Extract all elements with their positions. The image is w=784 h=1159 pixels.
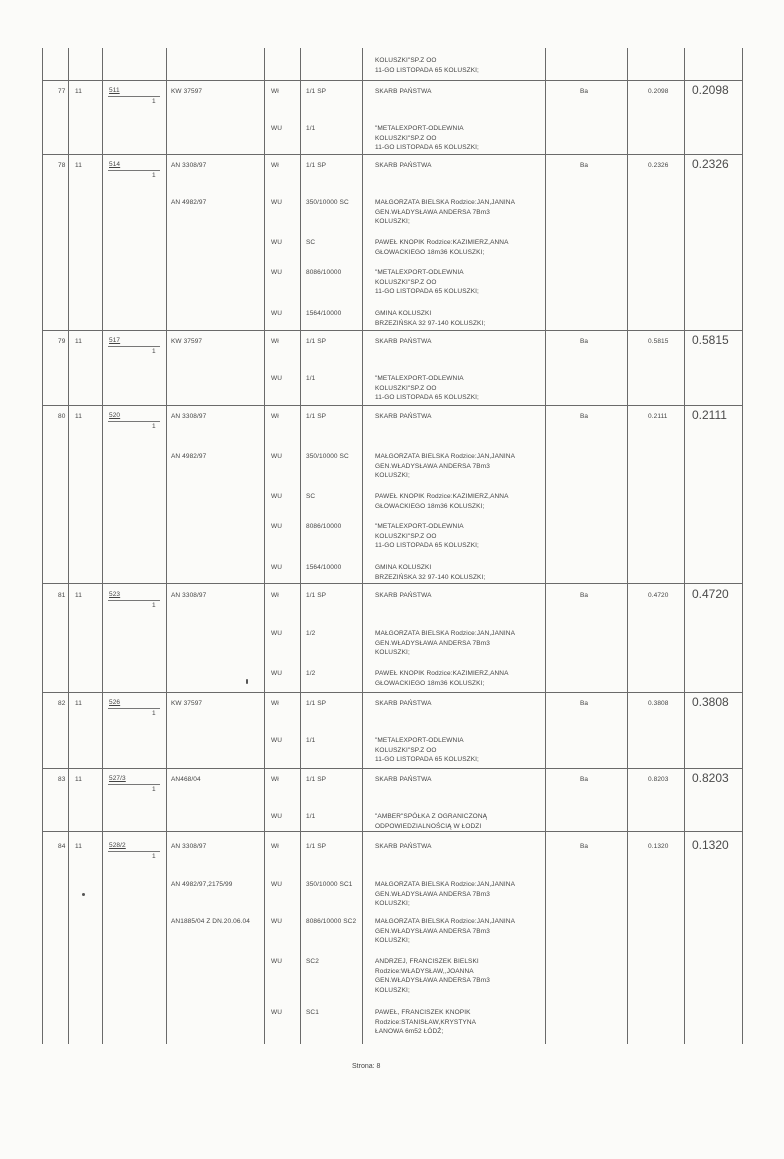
relation-type: WU — [271, 125, 283, 132]
land-register-ref: KW 37597 — [171, 88, 203, 95]
owner-line: KOLUSZKI"SP.Z OO — [375, 746, 437, 754]
precinct-number: 11 — [75, 413, 82, 420]
land-register-ref: AN1885/04 Z DN.20.06.04 — [171, 918, 250, 925]
owner-line: KOLUSZKI; — [375, 218, 410, 225]
owner-line: KOLUSZKI; — [375, 649, 410, 656]
share-fraction: 8086/10000 — [306, 269, 342, 276]
precinct-number: 11 — [75, 338, 82, 345]
owner-line: Rodzice:STANISŁAW,KRYSTYNA — [375, 1018, 477, 1026]
row-rule — [42, 405, 742, 406]
parcel-subnumber: 1 — [152, 348, 156, 355]
row-rule — [42, 692, 742, 693]
relation-type: WU — [271, 453, 283, 460]
relation-type: WU — [271, 199, 283, 206]
relation-type: WU — [271, 239, 283, 246]
share-fraction: SC — [306, 239, 316, 246]
parcel-subnumber: 1 — [152, 423, 156, 430]
precinct-number: 11 — [75, 843, 82, 850]
parcel-number: 511 — [109, 87, 120, 94]
owner-line: GŁOWACKIEGO 18m36 KOLUSZKI; — [375, 679, 485, 687]
parcel-number: 527/3 — [109, 775, 126, 782]
land-use-class: Ba — [580, 413, 589, 420]
relation-type: WU — [271, 269, 283, 276]
parcel-number: 528/2 — [109, 842, 126, 849]
share-fraction: 1/1 SP — [306, 843, 327, 850]
parcel-subnumber: 1 — [152, 710, 156, 717]
owner-line: GŁOWACKIEGO 18m36 KOLUSZKI; — [375, 502, 485, 510]
area-large: 0.8203 — [692, 771, 729, 785]
relation-type: WU — [271, 493, 283, 500]
share-fraction: 350/10000 SC — [306, 453, 349, 460]
share-fraction: 1/1 — [306, 813, 316, 820]
share-fraction: 1/1 SP — [306, 592, 327, 599]
owner-line: KOLUSZKI"SP.Z OO — [375, 278, 437, 286]
area-small: 0.3808 — [648, 700, 669, 707]
column-rule — [742, 48, 743, 1044]
parcel-subnumber: 1 — [152, 172, 156, 179]
record-number: 82 — [58, 700, 66, 707]
precinct-number: 11 — [75, 592, 82, 599]
relation-type: Wł — [271, 88, 279, 95]
relation-type: Wł — [271, 413, 279, 420]
owner-line: "METALEXPORT-ODLEWNIA — [375, 375, 464, 382]
owner-line: PAWEŁ KNOPIK Rodzice:KAZIMIERZ,ANNA — [375, 493, 509, 500]
owner-line: KOLUSZKI; — [375, 472, 410, 479]
land-use-class: Ba — [580, 162, 589, 169]
area-large: 0.1320 — [692, 838, 729, 852]
owner-line: KOLUSZKI"SP.Z OO — [375, 134, 437, 142]
owner-line: MAŁGORZATA BIELSKA Rodzice:JAN,JANINA — [375, 199, 515, 206]
relation-type: Wł — [271, 776, 279, 783]
share-fraction: 1/1 SP — [306, 776, 327, 783]
relation-type: WU — [271, 670, 283, 677]
area-large: 0.4720 — [692, 587, 729, 601]
precinct-number: 11 — [75, 88, 82, 95]
land-register-ref: AN 4982/97 — [171, 453, 207, 460]
area-small: 0.2098 — [648, 88, 669, 95]
area-small: 0.4720 — [648, 592, 669, 599]
land-register-ref: AN 3308/97 — [171, 592, 207, 599]
share-fraction: 1/2 — [306, 630, 316, 637]
owner-line: 11-GO LISTOPADA 65 KOLUSZKI; — [375, 394, 479, 401]
owner-line: SKARB PAŃSTWA — [375, 338, 432, 345]
land-use-class: Ba — [580, 843, 589, 850]
area-small: 0.2111 — [648, 413, 668, 420]
parcel-number: 517 — [109, 337, 121, 344]
record-number: 81 — [58, 592, 66, 599]
share-fraction: SC1 — [306, 1009, 319, 1016]
row-rule — [42, 154, 742, 155]
owner-line: 11-GO LISTOPADA 65 KOLUSZKI; — [375, 288, 479, 295]
land-register-ref: AN 4982/97 — [171, 199, 207, 206]
area-large: 0.2111 — [692, 408, 727, 422]
land-use-class: Ba — [580, 700, 589, 707]
parcel-subnumber: 1 — [152, 98, 156, 105]
owner-line: KOLUSZKI; — [375, 937, 410, 944]
relation-type: WU — [271, 737, 283, 744]
share-fraction: 1/1 SP — [306, 413, 327, 420]
relation-type: Wł — [271, 162, 279, 169]
owner-line: PAWEŁ, FRANCISZEK KNOPIK — [375, 1009, 471, 1016]
owner-line: MAŁGORZATA BIELSKA Rodzice:JAN,JANINA — [375, 453, 515, 460]
owner-line: SKARB PAŃSTWA — [375, 700, 432, 707]
row-rule — [42, 330, 742, 331]
parcel-number: 514 — [109, 161, 121, 168]
relation-type: WU — [271, 881, 283, 888]
column-rule — [102, 48, 103, 1044]
share-fraction: 350/10000 SC — [306, 199, 349, 206]
parcel-subnumber: 1 — [152, 853, 156, 860]
column-rule — [684, 48, 685, 1044]
area-small: 0.8203 — [648, 776, 669, 783]
land-register-ref: KW 37597 — [171, 700, 203, 707]
share-fraction: 8086/10000 — [306, 523, 342, 530]
land-register-ref: KW 37597 — [171, 338, 203, 345]
area-small: 0.2326 — [648, 162, 669, 169]
owner-line: BRZEZIŃSKA 32 97-140 KOLUSZKI; — [375, 319, 486, 327]
relation-type: WU — [271, 375, 283, 382]
relation-type: WU — [271, 630, 283, 637]
owner-line: MAŁGORZATA BIELSKA Rodzice:JAN,JANINA — [375, 881, 515, 888]
record-number: 77 — [58, 88, 66, 95]
area-large: 0.2326 — [692, 157, 729, 171]
owner-line: PAWEŁ KNOPIK Rodzice:KAZIMIERZ,ANNA — [375, 239, 509, 246]
owner-line: GMINA KOLUSZKI — [375, 564, 432, 571]
owner-line: GEN.WŁADYSŁAWA ANDERSA 7Bm3 — [375, 462, 490, 470]
owner-line: "METALEXPORT-ODLEWNIA — [375, 269, 464, 276]
share-fraction: 1/1 SP — [306, 162, 327, 169]
parcel-subnumber: 1 — [152, 602, 156, 609]
share-fraction: 1/1 SP — [306, 338, 327, 345]
owner-line: GEN.WŁADYSŁAWA ANDERSA 7Bm3 — [375, 890, 490, 898]
record-number: 83 — [58, 776, 66, 783]
share-fraction: SC2 — [306, 958, 319, 965]
precinct-number: 11 — [75, 700, 82, 707]
owner-line: MAŁGORZATA BIELSKA Rodzice:JAN,JANINA — [375, 630, 515, 637]
top-partial-line-1: KOLUSZKI"SP.Z OO — [375, 57, 437, 64]
relation-type: WU — [271, 918, 283, 925]
share-fraction: 1/1 — [306, 737, 316, 744]
land-use-class: Ba — [580, 88, 589, 95]
owner-line: SKARB PAŃSTWA — [375, 843, 432, 850]
row-rule — [42, 768, 742, 769]
owner-line: ŁANOWA 6m52 ŁÓDŹ; — [375, 1028, 444, 1035]
column-rule — [42, 48, 43, 1044]
owner-line: KOLUSZKI; — [375, 900, 410, 907]
relation-type: WU — [271, 523, 283, 530]
share-fraction: SC — [306, 493, 316, 500]
column-rule — [362, 48, 363, 1044]
owner-line: KOLUSZKI"SP.Z OO — [375, 384, 437, 392]
share-fraction: 350/10000 SC1 — [306, 881, 353, 888]
row-rule — [42, 80, 742, 81]
owner-line: SKARB PAŃSTWA — [375, 592, 432, 599]
owner-line: GŁOWACKIEGO 18m36 KOLUSZKI; — [375, 248, 485, 256]
precinct-number: 11 — [75, 162, 82, 169]
land-use-class: Ba — [580, 592, 589, 599]
area-large: 0.3808 — [692, 695, 729, 709]
land-use-class: Ba — [580, 338, 589, 345]
land-register-ref: AN468/04 — [171, 776, 201, 783]
parcel-number: 523 — [109, 591, 121, 598]
area-small: 0.1320 — [648, 843, 669, 850]
relation-type: WU — [271, 1009, 283, 1016]
owner-line: KOLUSZKI"SP.Z OO — [375, 532, 437, 540]
top-partial-line-2: 11-GO LISTOPADA 65 KOLUSZKI; — [375, 66, 479, 74]
relation-type: WU — [271, 813, 283, 820]
area-large: 0.2098 — [692, 83, 729, 97]
owner-line: GEN.WŁADYSŁAWA ANDERSA 7Bm3 — [375, 208, 490, 216]
relation-type: WU — [271, 958, 283, 965]
column-rule — [300, 48, 301, 1044]
owner-line: "METALEXPORT-ODLEWNIA — [375, 523, 464, 530]
parcel-number: 526 — [109, 699, 121, 706]
owner-line: PAWEŁ KNOPIK Rodzice:KAZIMIERZ,ANNA — [375, 670, 509, 677]
land-register-ref: AN 3308/97 — [171, 843, 207, 850]
share-fraction: 1/1 SP — [306, 88, 327, 95]
area-small: 0.5815 — [648, 338, 669, 345]
land-register-ref: AN 3308/97 — [171, 162, 207, 169]
record-number: 84 — [58, 843, 66, 850]
relation-type: Wł — [271, 843, 279, 850]
area-large: 0.5815 — [692, 333, 729, 347]
owner-line: 11-GO LISTOPADA 65 KOLUSZKI; — [375, 144, 479, 151]
owner-line: SKARB PAŃSTWA — [375, 162, 432, 169]
owner-line: "AMBER"SPÓŁKA Z OGRANICZONĄ — [375, 813, 488, 820]
column-rule — [68, 48, 69, 1044]
owner-line: SKARB PAŃSTWA — [375, 776, 432, 783]
page-number: Strona: 8 — [352, 1063, 381, 1070]
share-fraction: 1/1 — [306, 375, 316, 382]
precinct-number: 11 — [75, 776, 82, 783]
land-register-ref: AN 3308/97 — [171, 413, 207, 420]
column-rule — [166, 48, 167, 1044]
relation-type: WU — [271, 564, 283, 571]
record-number: 78 — [58, 162, 66, 169]
land-use-class: Ba — [580, 776, 589, 783]
owner-line: SKARB PAŃSTWA — [375, 88, 432, 95]
relation-type: Wł — [271, 700, 279, 707]
owner-line: Rodzice:WŁADYSŁAW,,JOANNA — [375, 967, 474, 975]
column-rule — [545, 48, 546, 1044]
parcel-number: 520 — [109, 412, 121, 419]
owner-line: GMINA KOLUSZKI — [375, 310, 432, 317]
owner-line: "METALEXPORT-ODLEWNIA — [375, 125, 464, 132]
owner-line: KOLUSZKI; — [375, 986, 410, 994]
owner-line: ANDRZEJ, FRANCISZEK BIELSKI — [375, 958, 479, 965]
record-number: 80 — [58, 413, 66, 420]
owner-line: BRZEZIŃSKA 32 97-140 KOLUSZKI; — [375, 573, 486, 581]
owner-line: "METALEXPORT-ODLEWNIA — [375, 737, 464, 744]
owner-line: GEN.WŁADYSŁAWA ANDERSA 7Bm3 — [375, 927, 490, 935]
land-register-ref: AN 4982/97,2175/99 — [171, 881, 233, 888]
record-number: 79 — [58, 338, 66, 345]
owner-line: GEN.WŁADYSŁAWA ANDERSA 7Bm3 — [375, 977, 490, 984]
share-fraction: 1/1 SP — [306, 700, 327, 707]
owner-line: 11-GO LISTOPADA 65 KOLUSZKI; — [375, 542, 479, 549]
owner-line: GEN.WŁADYSŁAWA ANDERSA 7Bm3 — [375, 639, 490, 647]
relation-type: Wł — [271, 592, 279, 599]
owner-line: ODPOWIEDZIALNOŚCIĄ W ŁODZI — [375, 822, 482, 830]
relation-type: WU — [271, 310, 283, 317]
owner-line: 11-GO LISTOPADA 65 KOLUSZKI; — [375, 756, 479, 763]
share-fraction: 1/2 — [306, 670, 316, 677]
share-fraction: 1/1 — [306, 125, 316, 132]
owner-line: SKARB PAŃSTWA — [375, 413, 432, 420]
column-rule — [264, 48, 265, 1044]
column-rule — [627, 48, 628, 1044]
relation-type: Wł — [271, 338, 279, 345]
scan-speck — [246, 679, 248, 684]
share-fraction: 8086/10000 SC2 — [306, 918, 357, 925]
parcel-subnumber: 1 — [152, 786, 156, 793]
row-rule — [42, 583, 742, 584]
scan-speck — [82, 893, 85, 896]
share-fraction: 1564/10000 — [306, 564, 342, 571]
owner-line: MAŁGORZATA BIELSKA Rodzice:JAN,JANINA — [375, 918, 515, 925]
row-rule — [42, 831, 742, 832]
share-fraction: 1564/10000 — [306, 310, 342, 317]
